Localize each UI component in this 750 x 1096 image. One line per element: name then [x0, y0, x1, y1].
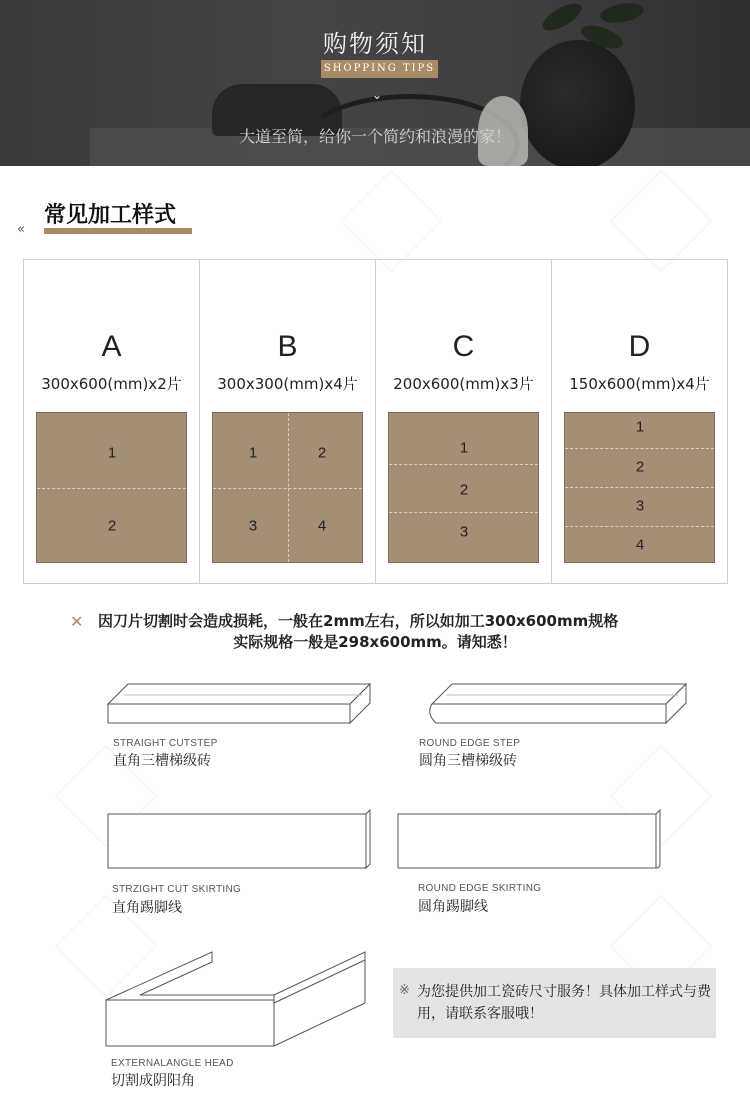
style-letter: A — [101, 330, 122, 363]
round-skirting-drawing — [398, 810, 660, 868]
section-title: 常见加工样式 — [44, 203, 177, 228]
product-en-label: ROUND EDGE STEP — [419, 738, 521, 749]
piece-number: 3 — [635, 497, 645, 515]
straight-skirting-drawing — [108, 810, 370, 868]
round-edge-step-drawing — [430, 684, 686, 723]
style-card-b — [200, 260, 376, 583]
style-dimension: 150x600(mm)x4片 — [569, 375, 710, 393]
reference-mark-icon: ※ — [399, 983, 410, 998]
product-en-label: STRAIGHT CUTSTEP — [113, 738, 218, 749]
tile-diagram — [388, 412, 539, 563]
style-dimension: 300x300(mm)x4片 — [217, 375, 358, 393]
service-tip-text: 为您提供加工瓷砖尺寸服务！具体加工样式与费用，请联系客服哦！ — [417, 984, 711, 1022]
leaf-image — [599, 0, 645, 25]
section-underline — [44, 228, 192, 234]
style-card-a — [24, 260, 200, 583]
banner-slogan: 大道至简，给你一个简约和浪漫的家！ — [238, 127, 511, 146]
style-dimension: 300x600(mm)x2片 — [41, 375, 182, 393]
style-letter: B — [277, 330, 298, 363]
piece-number: 1 — [459, 439, 469, 457]
tile-diagram — [212, 412, 363, 563]
product-zh-label: 圆角踢脚线 — [418, 899, 488, 915]
service-tip-box — [393, 968, 716, 1038]
product-zh-label: 切割成阴阳角 — [111, 1073, 195, 1089]
piece-number: 2 — [107, 517, 117, 535]
banner-subtitle: SHOPPING TIPS — [321, 60, 438, 78]
piece-number: 4 — [317, 517, 327, 535]
piece-number: 2 — [317, 444, 327, 462]
tile-diagram — [36, 412, 187, 563]
chevron-down-icon: ⌄ — [372, 88, 383, 102]
piece-number: 3 — [248, 517, 258, 535]
double-chevron-left-icon: « — [17, 222, 23, 237]
style-dimension: 200x600(mm)x3片 — [393, 375, 534, 393]
notice-line-1: 因刀片切割时会造成损耗，一般在2mm左右，所以如加工300x600mm规格 — [98, 612, 619, 630]
product-zh-label: 直角踢脚线 — [112, 900, 182, 916]
piece-number: 4 — [635, 536, 645, 554]
banner-title: 购物须知 — [323, 30, 427, 58]
external-angle-drawing — [106, 952, 365, 1046]
style-letter: C — [452, 330, 475, 363]
style-card-d — [552, 260, 727, 583]
sparkle-icon: ✕ — [70, 612, 84, 631]
tile-diagram — [564, 412, 715, 563]
style-letter: D — [628, 330, 651, 363]
product-zh-label: 圆角三槽梯级砖 — [419, 753, 517, 769]
product-en-label: ROUND EDGE SKIRTING — [418, 883, 542, 894]
watermark-pattern — [340, 170, 442, 272]
piece-number: 1 — [107, 444, 117, 462]
watermark-pattern — [610, 170, 712, 272]
header-banner — [0, 0, 750, 166]
straight-cutstep-drawing — [108, 684, 370, 723]
style-card-c — [376, 260, 552, 583]
notice-line-2: 实际规格一般是298x600mm。请知悉！ — [233, 633, 517, 651]
processing-styles-grid — [23, 259, 728, 584]
piece-number: 2 — [459, 481, 469, 499]
piece-number: 3 — [459, 523, 469, 541]
product-en-label: STRZIGHT CUT SKIRTING — [112, 884, 242, 895]
piece-number: 1 — [248, 444, 258, 462]
product-en-label: EXTERNALANGLE HEAD — [111, 1058, 234, 1069]
product-zh-label: 直角三槽梯级砖 — [113, 753, 211, 769]
piece-number: 2 — [635, 458, 645, 476]
piece-number: 1 — [635, 418, 645, 436]
